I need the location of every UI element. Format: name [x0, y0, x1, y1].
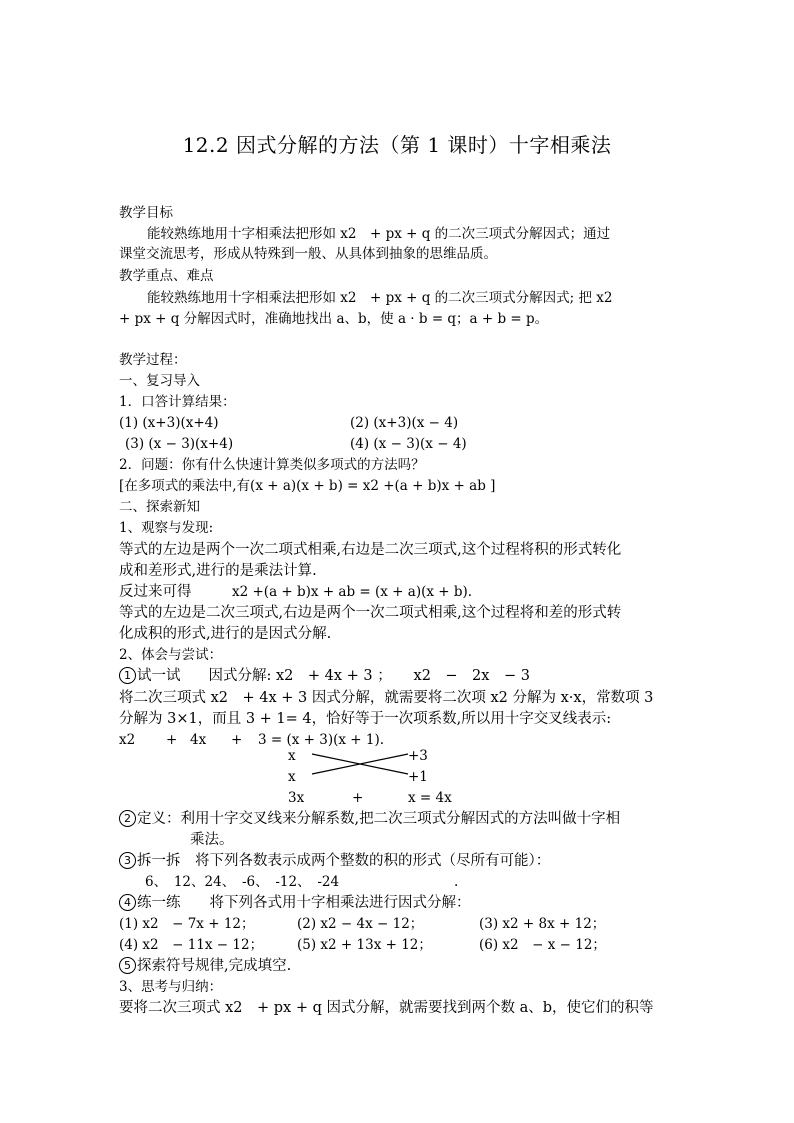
key-text-line-1: 能较熟练地用十字相乘法把形如 x2 + px + q 的二次三项式分解因式; 把 x2 [147, 290, 613, 306]
practice-item-5: (5) x2 + 13x + 12； [297, 937, 432, 953]
goal-text-line-1: 能较熟练地用十字相乘法把形如 x2 + px + q 的二次三项式分解因式；通过 [147, 226, 611, 242]
try-explain-line-2: 分解为 3×1，而且 3 + 1= 4，恰好等于一次项系数,所以用十字交叉线表示: [119, 711, 612, 727]
try-line [119, 666, 530, 686]
eq-term-4x: 4x [190, 732, 207, 748]
sub-3-heading: 3、思考与归纳： [119, 979, 223, 995]
practice-line [119, 893, 471, 913]
observe-line-1: 等式的左边是两个一次二项式相乘,右边是二次三项式,这个过程将积的形式转化 [119, 542, 622, 558]
eq-term-plus-1: + [166, 732, 178, 748]
circled-number-2: 2 [119, 810, 136, 827]
split-items: 6、 12、24、 -6、 -12、 -24 [145, 874, 340, 890]
split-text: 拆一拆 将下列各数表示成两个整数的积的形式（尽所有可能）： [137, 853, 551, 869]
cross-sum-plus: + [352, 790, 364, 806]
cross-bottom-right: +1 [408, 769, 428, 785]
observe-line-3-formula: x2 +(a + b)x + ab = (x + a)(x + b). [232, 584, 473, 600]
q1-item-4: (4) (x − 3)(x − 4) [350, 436, 467, 452]
cross-lines [310, 752, 410, 776]
observe-line-5: 化成积的形式,进行的是因式分解. [119, 626, 332, 642]
rule-line [119, 956, 291, 976]
practice-item-4: (4) x2 − 11x − 12； [119, 937, 264, 953]
question-2-note: [在多项式的乘法中,有(x + a)(x + b) = x2 +(a + b)x + ab ] [119, 478, 496, 494]
definition-text-1: 定义：利用十字交叉线来分解系数,把二次三项式分解因式的方法叫做十字相 [137, 811, 621, 827]
split-line [119, 851, 550, 871]
q1-item-3: (3) (x − 3)(x+4) [125, 436, 234, 452]
observe-line-4: 等式的左边是二次三项式,右边是两个一次二项式相乘,这个过程将和差的形式转 [119, 605, 622, 621]
observe-line-2: 成和差形式,进行的是乘法计算. [119, 563, 317, 579]
split-tail: . [454, 874, 459, 890]
goal-text-line-2: 课堂交流思考，形成从特殊到一般、从具体到抽象的思维品质。 [119, 246, 497, 262]
cross-top-left: x [288, 748, 296, 764]
sub-2-heading: 2、体会与尝试： [119, 647, 223, 663]
goal-heading: 教学目标 [119, 205, 173, 221]
circled-number-3: 3 [119, 852, 136, 869]
circled-number-1: 1 [119, 667, 136, 684]
part-2-heading: 二、探索新知 [119, 499, 200, 515]
cross-sum-left: 3x [288, 790, 305, 806]
circled-number-5: 5 [119, 957, 136, 974]
sub-1-heading: 1、观察与发现: [119, 520, 214, 536]
try-label: 试一试 [137, 668, 181, 684]
practice-item-3: (3) x2 + 8x + 12； [479, 916, 606, 932]
cross-top-right: +3 [408, 748, 428, 764]
eq-term-plus-2: + [231, 732, 243, 748]
circled-number-4: 4 [119, 894, 136, 911]
observe-line-3-label: 反过来可得 [119, 584, 192, 600]
definition-line-1 [119, 809, 620, 829]
part-1-heading: 一、复习导入 [119, 373, 200, 389]
eq-term-x2: x2 [119, 732, 136, 748]
cross-sum-right: x = 4x [408, 790, 452, 806]
eq-term-result: 3 = (x + 3)(x + 1). [258, 732, 385, 748]
key-heading: 教学重点、难点 [119, 268, 214, 284]
process-heading: 教学过程： [119, 352, 187, 368]
question-1: 1．口答计算结果： [119, 394, 236, 410]
page-title: 12.2 因式分解的方法（第 1 课时）十字相乘法 [182, 133, 612, 157]
key-text-line-2: + px + q 分解因式时，准确地找出 a、b，使 a · b = q；a + b = p。 [119, 311, 549, 327]
rule-text: 探索符号规律,完成填空. [137, 958, 292, 974]
cross-bottom-left: x [288, 769, 296, 785]
q1-item-2: (2) (x+3)(x − 4) [350, 415, 459, 431]
practice-text: 练一练 将下列各式用十字相乘法进行因式分解： [137, 895, 471, 911]
q1-item-1: (1) (x+3)(x+4) [119, 415, 219, 431]
try-text: 因式分解: x2 + 4x + 3 ； x2 − 2x − 3 [208, 668, 530, 684]
practice-item-2: (2) x2 − 4x − 12； [297, 916, 424, 932]
question-2: 2．问题：你有什么快速计算类似多项式的方法吗？ [119, 457, 425, 473]
practice-item-6: (6) x2 − x − 12； [479, 937, 606, 953]
practice-item-1: (1) x2 − 7x + 12； [119, 916, 255, 932]
final-text: 要将二次三项式 x2 + px + q 因式分解，就需要找到两个数 a、b，使它们的积等 [119, 1000, 654, 1016]
try-explain-line-1: 将二次三项式 x2 + 4x + 3 因式分解，就需要将二次项 x2 分解为 x·x，常数项 3 [119, 690, 654, 706]
definition-line-2: 乘法。 [190, 832, 234, 848]
